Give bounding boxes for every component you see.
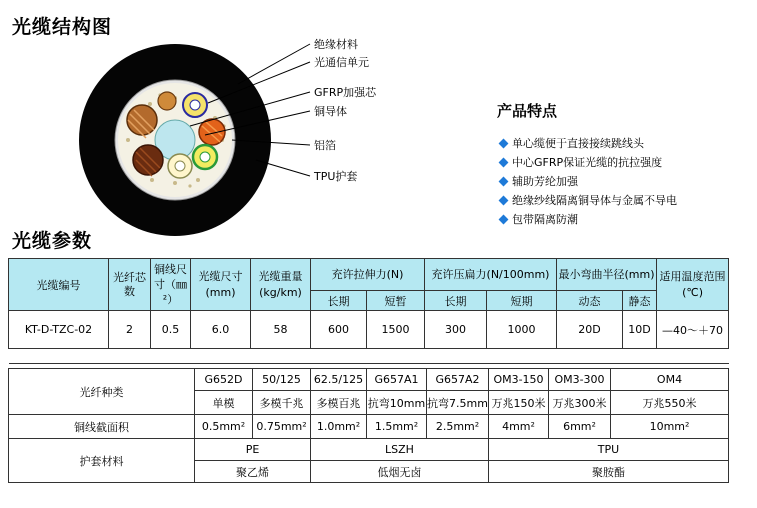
fiber-type-label: 光纤种类 [9, 369, 195, 415]
header-copper: 铜线尺寸（㎜²） [151, 259, 191, 311]
cell-copper: 0.5 [151, 311, 191, 349]
diamond-bullet-icon [499, 215, 509, 225]
cell-bend-dynamic: 20D [557, 311, 623, 349]
cell-crush-long: 300 [425, 311, 487, 349]
header-bend-dynamic: 动态 [557, 291, 623, 311]
jacket-name-cell: 低烟无卤 [311, 461, 489, 483]
jacket-material-cell: LSZH [311, 439, 489, 461]
fiber-type-cell: 62.5/125 [311, 369, 367, 391]
diamond-bullet-icon [499, 158, 509, 168]
cell-tensile-short: 1500 [367, 311, 425, 349]
header-tensile-short: 短暂 [367, 291, 425, 311]
table-row [9, 311, 729, 349]
header-crush: 充许压扁力(N/100mm) [425, 259, 557, 291]
copper-area-cell: 1.5mm² [367, 415, 427, 439]
optical-unit-bottom [168, 154, 192, 178]
fiber-name-cell: 万兆150米 [489, 391, 549, 415]
cell-tensile-long: 600 [311, 311, 367, 349]
diamond-bullet-icon [499, 177, 509, 187]
copper-area-cell: 1.0mm² [311, 415, 367, 439]
callout-optical-unit: 光通信单元 [314, 56, 369, 69]
cell-weight: 58 [251, 311, 311, 349]
cell-fiber-count: 2 [109, 311, 151, 349]
copper-area-cell: 0.5mm² [195, 415, 253, 439]
features-title: 产品特点 [497, 102, 558, 120]
copper-area-cell: 10mm² [611, 415, 729, 439]
cell-temp: —40～＋70 [657, 311, 729, 349]
fiber-type-cell: G652D [195, 369, 253, 391]
fiber-name-cell: 抗弯7.5mm [427, 391, 489, 415]
header-tensile: 充许拉伸力(N) [311, 259, 425, 291]
copper-area-label: 铜线截面积 [9, 415, 195, 439]
cell-crush-short: 1000 [487, 311, 557, 349]
fiber-type-cell: OM3-150 [489, 369, 549, 391]
cell-model: KT-D-TZC-02 [9, 311, 109, 349]
callout-foil: 铝箔 [314, 139, 336, 152]
feature-item: 辅助芳纶加强 [498, 172, 677, 191]
feature-item: 绝缘纱线隔离铜导体与金属不导电 [498, 191, 677, 210]
header-bend: 最小弯曲半径(mm) [557, 259, 657, 291]
header-tensile-long: 长期 [311, 291, 367, 311]
header-model: 光缆编号 [9, 259, 109, 311]
fiber-name-cell: 多模千兆 [253, 391, 311, 415]
header-size: 光缆尺寸(mm) [191, 259, 251, 311]
callout-copper: 铜导体 [314, 105, 347, 118]
copper-conductor-bottom [133, 145, 163, 176]
jacket-material-cell: PE [195, 439, 311, 461]
header-weight: 光缆重量(kg/km) [251, 259, 311, 311]
fiber-type-cell: OM4 [611, 369, 729, 391]
fiber-name-cell: 多模百兆 [311, 391, 367, 415]
callout-jacket: TPU护套 [314, 170, 358, 183]
diamond-bullet-icon [499, 139, 509, 149]
copper-area-cell: 6mm² [549, 415, 611, 439]
copper-conductor-left [158, 92, 176, 110]
feature-item: 单心缆便于直接接续跳线头 [498, 134, 677, 153]
fiber-type-cell: G657A1 [367, 369, 427, 391]
feature-item: 中心GFRP保证光缆的抗拉强度 [498, 153, 677, 172]
fiber-type-cell: 50/125 [253, 369, 311, 391]
cell-size: 6.0 [191, 311, 251, 349]
callout-gfrp: GFRP加强芯 [314, 86, 377, 99]
callout-insulation: 绝缘材料 [314, 38, 358, 51]
header-crush-long: 长期 [425, 291, 487, 311]
cell-bend-static: 10D [623, 311, 657, 349]
copper-conductor-right [199, 119, 225, 145]
header-fiber-count: 光纤芯数 [109, 259, 151, 311]
copper-area-cell: 0.75mm² [253, 415, 311, 439]
fiber-name-cell: 抗弯10mm [367, 391, 427, 415]
params-table [8, 258, 729, 364]
jacket-label: 护套材料 [9, 439, 195, 483]
copper-area-cell: 2.5mm² [427, 415, 489, 439]
jacket-material-cell: TPU [489, 439, 729, 461]
optical-unit-right [193, 145, 217, 169]
optical-unit-top [183, 93, 207, 117]
structure-title: 光缆结构图 [12, 16, 113, 38]
fiber-name-cell: 万兆550米 [611, 391, 729, 415]
jacket-name-cell: 聚胺酯 [489, 461, 729, 483]
header-bend-static: 静态 [623, 291, 657, 311]
params-title: 光缆参数 [12, 230, 93, 252]
header-temp: 适用温度范围(℃) [657, 259, 729, 311]
fiber-type-cell: OM3-300 [549, 369, 611, 391]
fiber-name-cell: 万兆300米 [549, 391, 611, 415]
fiber-name-cell: 单模 [195, 391, 253, 415]
jacket-name-cell: 聚乙烯 [195, 461, 311, 483]
features-list [498, 134, 677, 229]
fiber-type-cell: G657A2 [427, 369, 489, 391]
feature-item: 包带隔离防潮 [498, 210, 677, 229]
diamond-bullet-icon [499, 196, 509, 206]
copper-area-cell: 4mm² [489, 415, 549, 439]
options-table [8, 368, 729, 483]
header-crush-short: 短期 [487, 291, 557, 311]
